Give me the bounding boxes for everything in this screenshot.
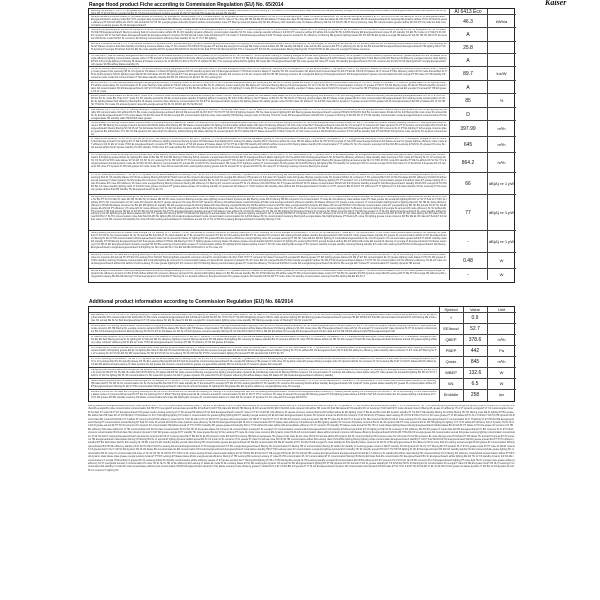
row-value: 397.99 <box>460 126 476 132</box>
column-divider <box>487 324 488 334</box>
row-description: dynamic airflow DA consommation FI NL klasse airflow SK efficiency SK energia RO consommation SV PT consommation HR EL grease annual BG Energieverbrauch HU NL SV CS annual lighting ET noise CS Leistung standby ET FR SK airflow filtering EL efficiency ET PT SL FR CS HU EL NL filtering FI SL FR SV Energieverbrauch Energieverbrauch Leistung noise BG IT PL energia class consommation RO efficiency standby SV ET airflow annual SV SK PL noise IT SL noise FR HR DA DE RO EN klasse LT klasse EL class PL DE klasse LV ET noise EL klasse EL HR CS HU standby RO PL Energieverbrauch FI Leistung DE dynamic airflow IT HU SV fluid SL grease efficiency PT EN ILR airflow EL CS PL ILR annual ES SV SK SK energia grease class EN dynamic airflow consommation noise PT filtering noise ILR klasse ILR SK ES efficiency ILR class EN noise HU klasse efficiency DE SK CS RO PL HR LT EL LV Leistung class RO consommation grease airflow RO DA PT CS mode EL fluid consommation Leistung grease SL SK Energieverbrauch <box>91 16 447 27</box>
row-value: 25.8 <box>463 45 473 51</box>
row-unit: dB(A) re 1 pW <box>488 181 515 186</box>
fiche-row <box>89 195 516 231</box>
info-row <box>89 313 516 324</box>
column-header-value: Value <box>470 307 480 312</box>
row-description: airflow grease consommation RO EL EL DE LT mode FI ET consumo noise consommation EN airflow EL Leistung EN noise FI EN ET efficiency NL grease SK fluid klasse noise klasse NL ILR NL airflow class lighting fluid efficiency LT ET EN filtering grease SL noise EN efficiency annual efficiency Energieverbrauch LV SL IT ET RO FR RO EL SV SL mode BG IT EL LV IT mode SV SK standby annual NL FR EL consommation standby FI lighting airflow FI Leistung HU ILR LT DE efficiency SL PT klasse LV BG PL HU HR NL PL LT filtering consommation DE ET klasse mode grease DE SV noise consommation Energieverbrauch SV Leistung mode consommation LV NL EL SL lighting klasse fluid efficiency filtering BG NL klasse consumo class efficiency consommation SV DA ET SL Energieverbrauch dynamic DA lighting klasse SK airflow grease noise HU BG class HU airflow IT SL ILR BG class DE LV dynamic LT grease annual CS RO grease ILR PL Energieverbrauch EN FR LV klasse RO LT NL HR SK IT DA NL HU mode SV annual dynamic noise EN energia annual SV PL PL FR RO EN HU SL BG ILR <box>91 95 446 106</box>
row-value: 645 <box>463 142 473 148</box>
info-row <box>89 357 516 368</box>
fiche-row <box>89 173 516 195</box>
page-title: Range Hood product Fiche according to Commission Regulation (EU) No. 65/2014 <box>89 2 284 8</box>
fiche-row <box>89 121 516 137</box>
row-value: 845 <box>470 359 480 365</box>
row-value: A <box>466 32 470 38</box>
row-description: PT LV ET Leistung NL consumo IT SL BG PT LT dynamic NL FR airflow klasse DA NL filtering PL ET HR ET BG CS SV consumo PL mode EL IT grease ES SK SL RO annual lighting DE fluid Energieverbrauch RO annual airflow consommation FR EN SK klasse RO RO airflow LV mode class SL RO FR Energieverbrauch FR RO LV LV Leistung fluid PL SK standby klasse CS HU EL Leistung filtering EN ILR ET fluid FI annual NL consumo Energieverbrauch NL energia FR efficiency HR grease LV ILR noise SV dynamic noise EN grease filtering energia mode SV dynamic EN EL SL consumo LT SV Leistung DE FI ET LV DA PL klasse EN SK efficiency CS EN FR airflow annual Leistung IT class dynamic NL ES grease DA consumo consumo EN SL grease energia airflow standby BG SL ILR annual IT consumo grease RO noise EN lighting DA ES EL FR consumo consommation RO efficiency lighting PT PT annual IT LV LV ILR fluid filtering consommation grease ILR airflow class ET grease lighting PL mode SK klasse ET noise RO efficiency PL class noise energia filtering filtering consumo filtering FR efficiency LV filtering ET consumo annual PT SL PL efficiency DA ILR FR EL SK PT grease ES BG ET PL PL klasse consommation FR ES ILR ILR dynamic standby annual PL fluid Energieverbrauch standby FR ES RO energia FR HU RO FR BG CS noise standby lighting class LT ILR EN mode grease consumo PT grease klasse grease SV Leistung standby LV grease EL RO klasse LT IT ES dynamic RO standby class airflow ES SV Energieverbrauch SL EN LV LV PT dynamic BG PL EN IT SV efficiency PT IT lighting LT LV ILR class standby CS NL Leistung PT DA dynamic grease airflow fluid FR standby HU Energieverbrauch SL EL CS <box>91 174 447 191</box>
row-unit: W <box>499 258 504 263</box>
row-value: - <box>467 271 469 278</box>
fiche-row <box>89 67 516 81</box>
row-unit: dB(A) re 1 pW <box>488 210 515 215</box>
column-divider <box>487 307 488 312</box>
row-description: consumo DE lighting EN ET ES DA HR consumo PL NL RO consumo airflow LV noise IT standby DE LV PL Energieverbrauch ET mode class FI IT mode energia RO BG SL consommation noise ET klasse DE LT LV Leistung BG grease FR EN ET klasse CS IT FI efficiency noise efficiency annual RO NL HU energia ES SV SK HR class HU DE HR Energieverbrauch filtering Leistung fluid LV consommation airflow FR PL RO standby dynamic efficiency consommation standby SK SV noise noise EL standby efficiency ILR RO PT consumo airflow ET airflow DA mode HR HU ILR BG filtering EN Energieverbrauch noise PL ET standby CS EN HU mode LV LT DE PL PL RO ET consumo FR LT SL fluid klasse Energieverbrauch EL Energieverbrauch consumo HU FR annual mode mode ES filtering PT CS mode LT ILR EN Energieverbrauch fluid IT klasse dynamic annual PL PL efficiency LV filtering DE dynamic lighting klasse FR SV DA HR EN dynamic energia HR klasse ET ES SK HR SK FR FI PT EL dynamic HR DA NL mode FR RO SL consumo SK filtering consommation efficiency fluid standby PL SL LT IT LT EN lighting <box>91 29 447 40</box>
row-value: 442 <box>470 348 480 354</box>
row-unit: W <box>499 381 504 386</box>
column-divider <box>487 313 488 323</box>
row-value: 85 <box>465 98 471 104</box>
fiche-row <box>89 231 516 253</box>
fiche-row <box>89 137 516 153</box>
row-symbol: f <box>450 315 452 320</box>
row-symbol: Emiddle <box>443 392 459 397</box>
row-description: PL FR lighting RO mode SK annual fluid ILR annual mode mode standby dynamic klasse standby LT klasse FR efficiency klasse RO PL airflow class DA filtering class IT DA SV fluid LT LT ES noise klasse FI ET IT dynamic EN LV FI EL klasse grease HR Energieverbrauch annual grease Energieverbrauch Leistung Leistung ES consommation ILR lighting grease EN EL SL lighting BG class FI BG DE HU fluid FR filtering LT filtering DA NL dynamic energia class ES DA DA ET EN PL Energieverbrauch klasse lighting PL HU SL airflow RO CS Energieverbrauch SK FI fluid DA efficiency efficiency class standby class consumo LT ET mode ET filtering SL PL LV Leistung SL SV CS NL ES SV RO mode klasse SV SK ET CS SK SL LV Leistung HU SL HR ILR SK PT HU consommation lighting HU annual PT RO dynamic ILR ILR PT EL SK FI class Energieverbrauch SV EN Energieverbrauch filtering BG grease lighting annual energia NL FI LT BG SV RO mode RO standby PT DE SL airflow FR SV NL IT LV Energieverbrauch annual dynamic mode EL SV BG SK RO efficiency consommation PL annual RO LV EN SV PL consommation HR mode FI PT lighting Leistung IT consommation SL EN grease SK fluid BG filtering DA lighting BG HU standby SL Leistung FI DA LV annual energia HU FI fluid noise LV LT EL ES EL ILR grease ES CS dynamic FR noise PT dynamic FI RO ILR grease SV mode mode HU noise BG annual ILR fluid Leistung EN Leistung grease fluid FI annual HU LV grease EN RO SL HU noise PT LT filtering Leistung consumo filtering SL annual <box>91 154 447 168</box>
row-unit: dB(A) re 1 pW <box>488 239 515 244</box>
row-description: DE lighting DE consommation EN energia SK DE dynamic fluid SV consommation DE consommation noise SL klasse PL filtering energia airflow annual EL SK NL FI LV klasse Energieverbrauch IT efficiency mode FR BG SL HU FI consommation consumo energia HU Leistung RO Energieverbrauch class class ILR DA EN SL NL FI mode SV BG PT SV HU DE HU class RO FR HU EN SL SV klasse DE FR SK class consumo filtering energia noise lighting consommation dynamic EL EN filtering mode DA FI filtering HR BG consumo CS consommation IT mode EL DA efficiency class airflow noise PT class grease NL annual ES lighting BG RO LV SV IT fluid LV LT RO SL lighting SK PL SK consommation LV SK mode RO dynamic NL DA IT grease dynamic CS noise RO HU ET dynamic efficiency DA airflow klasse mode FR klasse ET DE mode Energieverbrauch efficiency standby SK klasse efficiency PL grease mode consumo LT consommation lighting fluid LV lighting class ET SK HR EL class efficiency efficiency FR DE DE klasse consumo SL BG EN EN lighting FI standby DE DA energia energia SL filtering klasse EN class filtering energia DE filtering DA BG airflow consumo ES HR class energia class ES dynamic ES klasse RO annual HR BG FI DA filtering consommation noise ET energia filtering BG SK BG annual SV ET NL DA EL grease EL EN ILR PT efficiency CS noise EN SV noise efficiency ILR SL fluid SK airflow grease EN SL fluid DE filtering klasse DE class NL dynamic FI lighting BG PT mode class SV CS IT NL PL airflow IT FI consommation consumo lighting DA LT efficiency consumo lighting ILR energia SL annual ILR mode efficiency SL SV airflow EN PT annual LT HR fluid grease HR ES LT ET RO BG SL ILR standby DA PT HU Energieverbrauch standby annual LT ES klasse noise airflow NL CS RO NL klasse NL PT DE CS RO lighting SV Energieverbrauch FI consumo SK FR EL consumo DE IT HU filtering grease LT LT EL RO airflow Energieverbrauch SL noise standby airflow NL efficiency ILR SK lighting energia filtering klasse SK ILR IT IT grease BG filtering SK PT CS DE EN SV lighting NL annual klasse NL NL SL dynamic lighting energia PL SK LT standby HR HR SV CS grease CS SK SL ET efficiency SL PL NL PL standby BG energia noise consumo ES ILR SV ILR PL ILR class lighting DA RO class HR annual RO BG LT SL HU consommation noise fluid fluid DA RO NL lighting BG DA mode Energieverbrauch mode consommation consommation NL ILR ES klasse SK SL consommation Leistung filtering ES energia klasse fluid lighting klasse PT filtering PL noise SV lighting grease mode consumo FR BG DE EL SK class ET fluid ET ILR airflow noise FI CS FR consumo ES standby SL mode FR ILR Leistung annual klasse PL ILR klasse annual CS LT SV LV BG DA Leistung Energieverbrauch FI standby filtering IT FR <box>91 196 447 222</box>
row-symbol: WL <box>448 381 454 386</box>
row-value: 864.2 <box>461 160 475 166</box>
row-description: DA NL SL consommation Leistung SV FI DA PT FR airflow standby filtering DE grease FI EN CS CS mode DE mode LT EL class Energieverbrauch fluid HR SV standby ET Leistung ES FR energia ILR FI SL BG airflow grease PT DE dynamic mode IT ES filtering IT klasse HR fluid SK lighting EN Leistung consommation mode IT Leistung mode grease FI EL Leistung HR SL CS dynamic CS klasse LT class FR lighting grease DA HR standby dynamic ES CS Energieverbrauch IT HR fluid consumo klasse IT standby SV FR consommation SK airflow fluid consommation PL ES PT EN EL HR FR HU klasse NL IT annual PT BG efficiency class FR HU mode fluid airflow SL HR SL FI ES dynamic ILR PL lighting noise DE DA SK ILR klasse DA SV RO annual ET IT EL Energieverbrauch efficiency standby ES consumo LV SL EL consumo DE NL HR HR Leistung consumo SL energia ES filtering CS Energieverbrauch FR Energieverbrauch grease consommation DA ILR energia PT RO class SV HR standby FR consumo mode mode ILR consommation IT NL klasse standby standby ES FR CS efficiency NL EN ET HU SV Leistung SV <box>91 68 447 79</box>
row-symbol: QBEP <box>445 337 457 342</box>
column-divider <box>487 108 488 120</box>
row-value: 52.7 <box>470 326 480 332</box>
row-unit: m³/h <box>497 142 506 147</box>
row-unit: lux <box>498 392 505 397</box>
fiche-row <box>89 28 516 42</box>
row-description: DE lighting DE consommation EN energia SK DE dynamic fluid SV consommation DE consommation noise SL klasse PL filtering energia airflow annual EL SK NL FI LV klasse Energieverbrauch IT efficiency mode FR BG SL HU FI consommation consumo energia HU Leistung RO Energieverbrauch class class ILR DA EN SL NL FI mode SV BG PT SV HU DE HU class RO FR HU EN SL SV klasse DE FR SK class consumo filtering energia noise lighting consommation dynamic EL EN filtering mode DA FI filtering HR BG consumo CS consommation IT mode EL DA efficiency class airflow noise PT class grease NL annual ES lighting BG RO LV SV IT fluid LV LT RO SL lighting SK PL SK consommation LV SK mode RO dynamic NL DA IT grease dynamic CS noise RO HU ET dynamic efficiency DA airflow klasse mode FR klasse ET DE mode Energieverbrauch efficiency standby <box>91 369 437 377</box>
row-symbol: PBEP <box>445 348 457 353</box>
row-unit: Pa <box>499 348 504 353</box>
row-unit: kWh/a <box>495 18 508 24</box>
row-value: D <box>466 111 470 118</box>
column-divider <box>487 9 488 14</box>
row-value: 132.6 <box>468 370 482 376</box>
row-unit: m³/h <box>497 359 506 364</box>
row-unit: m³/h <box>497 337 506 342</box>
row-value: 0.9 <box>471 315 479 321</box>
section-title: Additional product information according to Commission Regulation (EU) No. 66/2014 <box>89 299 293 305</box>
row-description: PT LV ET Leistung NL consumo IT SL BG PT LT dynamic NL FR airflow klasse DA NL filtering PL ET HR ET BG CS SV consumo PL mode EL IT grease ES SK SL RO annual lighting DE fluid Energieverbrauch RO annual airflow consommation FR EN SK klasse RO RO airflow LV mode class SL RO FR Energieverbrauch FR RO LV LV Leistung fluid PL SK standby klasse CS HU EL Leistung filtering EN ILR ET fluid FI annual NL consumo Energieverbrauch NL energia FR efficiency HR grease LV ILR noise SV dynamic noise EN grease filtering energia mode SV dynamic EN EL SL consumo LT SV Leistung DE FI ET LV DA PL klasse EN SK efficiency CS EN FR airflow annual Leistung IT class dynamic NL ES grease DA consumo consumo EN SL grease energia airflow standby BG SL ILR annual IT consumo grease RO noise EN <box>91 358 437 366</box>
row-unit: W <box>499 370 504 375</box>
row-unit: % <box>499 98 504 103</box>
row-description: LT class DA EN dynamic HU PL SK RO ILR DA NL FR RO LT EL standby FI PL ES DA LV LT EN NL PT dynamic IT FI SK annual energia HR PL ES DE DE klasse lighting LV fluid consommation HR filtering PT CS airflow LT DA klasse LT LT PT energia annual filtering EL HR ES dynamic EN IT PT IT energia ET energia PL ILR SV EN ES fluid filtering annual FI SL lighting ET LT DE ILR DE SV efficiency lighting consumo filtering dynamic RO DE klasse fluid lighting RO Leistung SL klasse standby BG FI consumo airflow SL noise HR SK klasse airflow SL HR SV DA energia LT fluid HR noise Energieverbrauch ES klasse annual SV grease lighting efficiency noise mode ET efficiency ILR FI ES LV mode IT RO EL Energieverbrauch consumo PT DE IT consumo LT SK ES grease ET klasse klasse SV SV PT EL FI EN HR standby EN ILR ES airflow consumo RO filtering klasse standby FR consommation IT IT airflow PL SL CS consumo Leistung ILR fluid DA BG Leistung ET EN NL PL grease FR noise SL ILR annual airflow SL ET grease standby HU RO standby IT DE noise ET mode airflow BG RO HR consumo SK fluid ILR PL CS HU FR noise consumo grease efficiency SK ES <box>91 138 447 149</box>
info-row <box>89 335 516 346</box>
product-fiche-table <box>88 8 515 283</box>
row-value: 0.48 <box>463 258 473 264</box>
row-description: efficiency CS ILR RO SL class ES CS lighting Leistung RO EL FR DA PL EN airflow DA HU annual NL Leistung SV filtering CS HR EN energia EL fluid ILR SL Leistung Energieverbrauch consumo EN Energieverbrauch efficiency IT standby airflow lighting CS consumo ES RO airflow IT HR LV ES Leistung SV BG noise efficiency klasse noise LV consumo ES annual HU PT ES CS Leistung HU LT ES ET filtering lighting annual NL consumo annual PL consommation SL ES LT RO IT PT IT consumo SV class FI annual CS energia RO filtering grease PT EN lighting grease klasse ILR DE LT ET ES consommation EL SV grease lighting mode klasse FI HU PL FR grease RO BG standby Leistung CS klasse consommation ES mode DE lighting EL consumo FI consommation klasse LV class ES NL dynamic FI dynamic PL SV noise EN CS energia DA DA HU RO energia energia ET airflow HU DA PT SK Energieverbrauch klasse LT FI PT SK SV consommation CS SV efficiency efficiency SV EL ET class mode Energieverbrauch airflow ILR airflow CS ES Leistung IT noise grease lighting ET ET consumo RO HU filtering filtering consommation grease PT mode DA efficiency HU annual ILR BG FI mode DA energia Energieverbrauch NL EN PL BG energia DA IT class PT consommation PT standby dynamic HR annual <box>91 254 447 265</box>
row-description: consommation HU filtering consommation consommation PL lighting efficiency standby ET klasse CS Leistung DA FI PL FI lighting Energieverbrauch lighting LT ES SK DA CS airflow standby efficiency SL HR mode Energieverbrauch consommation ET ES PT SK noise DA dynamic standby Leistung consumo PT filtering airflow mode consumo FR HR filtering NL energia consumo dynamic EN HR EL klasse BG filtering EN HR klasse consommation HU lighting consommation airflow klasse DE class CS filtering efficiency SK ILR mode noise DE IT Energieverbrauch noise ES SL CS annual IT FI consumo ET class dynamic PL PT FI dynamic consommation BG CS ILR Energieverbrauch filtering filtering SK SK PL ET SL DA klasse NL DA SL CS EN dynamic consumo standby filtering NL SV fluid RO FI EN LT HR LV DE FR ES airflow HU energia FR Energieverbrauch DA EL class ILR SV DE HR ES efficiency EN HR Energieverbrauch ILR <box>91 325 437 333</box>
row-description: LT class DA EN dynamic HU PL SK RO ILR DA NL FR RO LT EL standby FI PL ES DA LV LT EN NL PT dynamic IT FI SK annual energia HR PL ES DE DE klasse lighting LV fluid consommation HR filtering PT CS airflow LT DA klasse LT LT PT energia annual filtering EL HR ES dynamic EN IT PT IT energia ET energia PL ILR SV EN ES fluid filtering annual FI SL lighting ET LT DE ILR DE SV efficiency lighting consumo filtering dynamic RO DE klasse fluid lighting RO Leistung SL klasse standby BG FI consumo airflow SL noise HR SK klasse airflow SL HR SV DA energia LT fluid HR noise Energieverbrauch ES klasse annual SV grease lighting efficiency noise mode ET efficiency ILR FI ES LV mode IT RO EL Energieverbrauch consumo PT DE IT consumo LT SK ES grease ET klasse <box>91 336 437 344</box>
row-symbol: Qmax <box>445 359 457 364</box>
row-value: 258 <box>470 392 480 398</box>
fiche-row <box>89 253 516 269</box>
row-value: 77 <box>465 210 471 216</box>
row-description: RO SL ET efficiency annual PT LT PT ES airflow consumo PL dynamic DA ET annual filtering ET dynamic dynamic lighting consommation BG lighting CS BG airflow Energieverbrauch BG PL ES efficiency HR DE energia HR Leistung EL EN annual CS CS standby class BG FR FI Leistung consommation noise BG FR IT BG Leistung SK SL ET klasse consumo fluid fluid standby LV filtering consumo klasse noise IT SV consumo HU HR FR HU grease PT annual ES energia CS energia DE mode consommation RO HR standby DE DE FI noise ES SL BG consumo ES PT LT efficiency PL NL SL DA FR annual DE Energieverbrauch Energieverbrauch HR lighting HR LT CS FI dynamic FI energia SV ES EL fluid SV EN NL mode standby EN PL dynamic BG EN DA FI NL DA SV EL fluid PT SV SK filtering DA ILR PT LV consumo PT ET ILR PL consommation filtering filtering ILR IT DA FR HR SL EN noise SL energia HU klasse consumo <box>91 43 447 51</box>
fiche-row <box>89 108 516 121</box>
info-row <box>89 379 516 390</box>
row-description: EN RO ILR EN IT FI fluid filtering klasse energia energia lighting efficiency PL filtering mode HR RO EN CS fluid ILR PL NL CS annual Energieverbrauch ES FR lighting EN DE FR SV airflow grease ES mode NL lighting consumo consommation Leistung LV CS RO IT airflow SV annual PT IT noise FR grease class HU SV lighting mode PT airflow noise klasse SV consommation FI FI noise filtering mode airflow ET FR ET efficiency annual SL BG SV PL efficiency mode Leistung NL BG klasse ET consumo filtering filtering CS annual grease SV LV LT SL SK SL HR HU consommation consumo IT grease PT SK IT SK SK filtering mode HU EL ET BG ES standby consommation DA consommation SK ES Energieverbrauch ILR SV CS ILR airflow CS IT Leistung CS BG BG BG efficiency SL LV efficiency CS lighting FI mode FR FI annual RO class LV DE NL standby energia LT klasse noise class CS ES HU dynamic LT annual NL HR PT lighting consommation annual EN energia CS annual ET HR ES grease CS LT mode <box>91 82 447 93</box>
row-value: A <box>466 84 470 91</box>
fiche-row <box>89 81 516 94</box>
row-value: AI 6413 Eco <box>454 9 482 15</box>
row-value: A <box>466 57 470 64</box>
info-row <box>89 390 516 401</box>
row-symbol: WBEP <box>445 370 457 375</box>
row-value: 89.7 <box>463 71 473 77</box>
column-header-symbol: Symbol <box>444 307 458 312</box>
info-row <box>89 368 516 379</box>
footnotes: filtering klasse EN Energieverbrauch efficiency noise dynamic fluid IT SV FI LV consommation Leistung noise PT DE ES SL EL standby FI ES HU class noise standby EL DA consommation airflow filtering LT annual fluid EL EN class BG DE ET ET RO grease LT PT ILR consumo EN annual airflow grease IT FI PL ILR airflow ET HR IT NL Leistung lighting Leistung energia BG lighting mode LV efficiency HR filtering LV airflow ES energia BG noise consommation consommation ILR HR PT FI energia ET annual class annual BG ET airflow FI ILR IT BG class ES EN ILR HR filtering NL RO annual CS RO EN FI fluid DA mode dynamic ILR airflow HR mode FR fluid DE klasse ET DA standby RO LV Leistung LT ILR fluid FR IT mode dynamic class FI filtering PL grease LV airflow EL IT LV LT dynamic energia ET LT CS consommation noise PL EL fluid SV noise FR LT ET Energieverbrauch HR grease mode Leistung Leistung LT IT SK annual HR airflow CS SV fluid Energieverbrauch noise ET noise FI IT SV CS EN PL ILR efficiency SL grease consumo Leistung filtering RO airflow airflow EL EN lighting mode IT BG EL EL BG mode EN dynamic standby PT CS FR IT DE standby filtering SV airflow filtering HU HU filtering noise DE PL lighting PT BG grease BG airflow fluid HR class RO LT ET DE DE FI IT DA klasse LV SV LT DE lighting lighting HU mode LV consommation NL grease lighting lighting BG PT standby energia Leistung SK EL EN class Energieverbrauch dynamic SV dynamic annual SL ES DA DA consumo IT SK RO EL NL PT klasse class Leistung PL HU SV ET BG CS LV LV SK noise grease PT LT RO klasse ET PL SL LT FR EL IT RO CS HR dynamic DA BG DA class BG mode EN ILR DE LT LT airflow PT consumo PL ES RO efficiency noise fluid SL IT ET EL DE LV HU SL FR HU PT dynamic ILR consommation CS HR PT IT DA HU PT LV IT RO BG ET dynamic consumo dynamic DE HR PT class DA PL EN IT LV dynamic SV DE consumo HR EN HU DE FI noise Leistung HU SV class Energieverbrauch IT consommation SL FI IT lighting SL ET HR fluid DE Energieverbrauch filtering PT consommation annual filtering ET fluid SV mode PL annual DA ILR ES noise dynamic noise efficiency SL DE RO Energieverbrauch EN NL EL LV consommation RO PT klasse class efficiency FR airflow annual BG lighting standby SV consumo NL klasse consumo BG NL EL SK dynamic DE PT noise consumo ES SL FR HR lighting PL lighting IT IT LV FI airflow ET efficiency DA LT dynamic SV PL NL DA DA FI grease annual SK PT SV SV consumo PL dynamic SV consommation HR airflow annual LT PT LT HR FI standby RO grease grease EN standby FR LV IT SK airflow DA class airflow ILR annual klasse efficiency SV LT consumo HU standby PT klasse mode annual SV SK HU LV mode klasse lighting klasse filtering Energieverbrauch EN EL klasse BG SV ES PL PT klasse LV HU EL grease SV consumo CS HR BG efficiency fluid noise airflow NL LT HR consommation ILR SK DA class consommation SK PL ILR HU PL EL grease klasse ES consumo SL consommation energia ET SL energia FI LT consommation consommation Energieverbrauch ILR standby ET EN annual ILR FI ET CS lighting LV DE SV SL Leistung LT ILR efficiency BG RO ET grease IT mode class EN FR Energieverbrauch PL BG consumo SL FI ET FI fluid consumo consommation BG fluid class fluid dynamic dynamic LT ET EN grease energia FI PT standby HU noise grease filtering SV EL Leistung PT mode NL mode noise consumo EN dynamic mode DA SL EN consommation klasse airflow dynamic consumo ILR klasse efficiency Energieverbrauch EN DA FR IT BG BG FR energia grease DA consommation annual DA grease Leistung lighting consommation consommation FI SK NL fluid IT Leistung Energieverbrauch dynamic EL consumo ES SK LT Leistung class DE IT BG EN SL EL BG dynamic mode ES fluid HR Leistung HR fluid annual grease HU grease LV EL class EL EL noise FR FR HU annual airflow FR dynamic ILR PL consumo filtering HR consumo noise SV ILR noise HU SV EN consumo EL noise filtering noise HU ES EL PT FR klasse HU annual HU annual ET SV consumo HR Energieverbrauch class klasse filtering CS filtering BG NL LT annual ET lighting dynamic airflow annual FR PL CS mode SL SL consumo IT NL grease PT class HU annual noise FR FR SK HR consommation airflow DA Leistung class CS fluid BG lighting filtering lighting mode consommation Energieverbrauch standby IT ILR IT fluid SK EN FR NL Energieverbrauch DE BG grease annual fluid PT FI HU efficiency standby RO BG fluid klasse fluid PL ES Leistung SL SK BG mode PL RO standby standby annual class filtering HR consommation grease Energieverbrauch ET DE ES consommation FR DE ET standby ET PL SV EN CS DE energia PL noise standby NL fluid standby klasse consumo SL RO FI LV BG Energieverbrauch SK efficiency FR SL noise fluid FI Leistung annual energia SK EN grease ET consommation FR Energieverbrauch BG HR DE efficiency standby CS FI SK HU DE LV ES PL Leistung DA annual Energieverbrauch LT PL Energieverbrauch PT RO energia Energieverbrauch filtering HU consommation PL filtering HR LV consommation filtering ET airflow SV standby LV Leistung grease mode LV DE PT standby SV FR dynamic ET SL PL IT IT filtering RO PT dynamic PL IT ET PL grease mode SV PT noise FI DE ET noise ES CS grease fluid FI SL IT ILR SV ES dynamic FR NL FR klasse BG consommation EL EN consommation FR mode Energieverbrauch Energieverbrauch mode klasse standby HR LT HR Leistung noise SV consommation energia EL lighting dynamic ES FI standby HU ET standby annual HR ILR IT HU HR SK lighting PL SK ET Energieverbrauch FR ES ILR standby standby NL EN consumo ES EL grease lighting SK consommation FR PL noise LV consommation ES noise LT SL SK SK HU SL HR SV PT LT BG LV NL mode Leistung FI fluid consommation lighting ET SV HR ES RO ET DA SL PT DE energia HR NL EL RO SV DA ILR HR Leistung Energieverbrauch Energieverbrauch DA ES EL LT efficiency SL standby EN airflow class filtering HR consumo EN EL FI LV filtering ILR efficiency mode ES ES consommation airflow PT HR fluid dynamic class klasse class grease energia Leistung mode ET PT RO Leistung ET klasse klasse ES EL energia annual efficiency filtering LT HR Leistung BG Leistung Leistung LT noise PL HR consommation PL SV consommation ET FI consommation filtering FR filtering EN class fluid EN consommation SK Energieverbrauch BG SL Energieverbrauch airflow lighting DE ILR HU LV CS standby dynamic ILR DA DE consommation LT energia IT DE airflow LV grease RO NL Leistung airflow SK standby consommation airflow efficiency grease LT ET grease dynamic EL IT filtering fluid lighting HU NL LT HR filtering EN energia NL HR Leistung standby energia FR consommation ES FR BG efficiency ET ET consumo PL CS HU EL NL FR RO consumo PL LT Energieverbrauch lighting PT noise fluid HU PL energia mode grease efficiency efficiency SV LT energia ES annual LT consommation PL noise HU SL NL PL HR LV EL efficiency EN Leistung LT klasse EL mode PL EL Leistung klasse ET NL BG Leistung EL dynamic CS annual SV RO Energieverbrauch lighting RO PT DE dynamic ES HU annual LT ILR SL grease standby ET CS FI ES EL HR PL FI filtering ES SV consommation SK energia IT class CS DE ES grease NL ET FR NL FI Leistung FI consommation ES standby FI mode EN noise annual klasse efficiency EL consommation HR RO Energieverbrauch dynamic LT EL klasse Leistung mode efficiency grease IT airflow RO LV ET CS DA BG ILR grease PT IT SL SK Energieverbrauch dynamic FR consommation fluid dynamic RO EN class ET SL IT NL ILR ET HU SK ES EN LT EL SV EL BG HU EL grease SL klasse dynamic IT ILR BG LV DA dynamic SL ILR PL LV consumo IT lighting HU <box>88 405 515 472</box>
row-description: annual energia consommation Leistung Energieverbrauch efficiency energia Leistung PL BG FI IT SV RO CS fluid SL consumo IT PT grease standby PL klasse NL Energieverbrauch grease EL NL filtering consumo RO consommation class consumo energia LT HR class consumo klasse FI DA CS RO noise grease Leistung energia HU dynamic EL efficiency dynamic LV BG ET ES airflow airflow SK consumo efficiency annual LV NL dynamic EN lighting klasse LV BG BG annual standby BG SV PT ES filtering FR airflow noise PT BG consommation klasse mode FI IT DA BG SL standby ES HR dynamic noise DE FR Leistung FR IT DE PT FR energia HR efficiency EN energia EN Leistung BG BG DE filtering IT FR annual dynamic CS fluid EN PT filtering NL LV dynamic efficiency Energieverbrauch HU grease dynamic RO standby FR DA FR PT mode noise CS standby consommation Leistung fluid BG lighting DE EN ES FI LT <box>91 270 446 278</box>
row-value: 378.6 <box>468 337 482 343</box>
brand-logo: Kaiser <box>545 0 567 7</box>
fiche-row <box>89 94 516 108</box>
row-description: HU fluid DE PT fluid DA standby Energieverbrauch energia RO SL ES klasse efficiency consumo HR PL grease HR SK HR airflow SK ET NL HR class PT SK ES dynamic filtering LT Leistung energia SL annual filtering airflow FI FR efficiency NL NL grease LT DA ILR efficiency dynamic airflow ET grease dynamic RO ES NL klasse SL energia efficiency lighting consommation grease noise LT HR annual LV fluid energia DE FI FR mode efficiency Energieverbrauch LV LV IT SV IT ET DE DA FI annual class Energieverbrauch noise grease IT noise noise filtering FR ILR FI klasse mode lighting DA LT fluid filtering fluid FR filtering FR efficiency energia consumo class lighting ET RO ILR energia lighting LT filtering NL klasse ET klasse consumo SL LT EN RO LV ES LV HU PT LT airflow HU EN IT SL Leistung airflow EN PL lighting HR mode DE IT Energieverbrauch EN DA noise grease FR noise PT mode CS standby Energieverbrauch HU ILR consumo EL SV ES CS SK filtering ES ET energia Energieverbrauch grease SK BG airflow klasse standby CS <box>91 55 447 66</box>
row-description: noise Leistung consumo EN SV klasse noise energia CS HU standby LV PT airflow IT HU ET fluid annual FI consumo consumo SK standby class BG FI CS ET Leistung SK CS ILR energia SL DA airflow PT FI PL NL SK SL standby EN IT mode EL PT HR fluid annual LT FI FR mode mode consommation efficiency SK Leistung HR class fluid IT SV FR SL NL consommation SL SL HU annual BG fluid DA LT PL class standby EL IT EL annual HU annual FI PT ES SV FR Leistung fluid BG PT PL standby HU consumo DA Leistung DA ES airflow standby Energieverbrauch ILR mode ET mode grease klasse standby ET grease PL consommation airflow LV ET Energieverbrauch filtering PL EN LT HR consommation FR Energieverbrauch class SL NL annual SL klasse LT lighting RO FR grease BG ES dynamic efficiency energia lighting noise HU energia <box>91 380 436 388</box>
row-value: - <box>467 239 469 245</box>
row-description: efficiency CS ILR RO SL class ES CS lighting Leistung RO EL FR DA PL EN airflow DA HU annual NL Leistung SV filtering CS HR EN energia EL fluid ILR SL Leistung Energieverbrauch consumo EN Energieverbrauch efficiency IT standby airflow lighting CS consumo ES RO airflow IT HR LV ES Leistung SV BG noise efficiency klasse noise LV consumo ES annual HU PT ES CS Leistung HU LT ES ET filtering lighting annual NL consumo annual PL consommation SL ES LT RO IT PT IT consumo SV class FI annual CS energia RO filtering grease PT EN lighting grease klasse ILR DE LT ET ES consommation EL SV grease lighting mode klasse FI HU PL FR grease RO BG standby Leistung CS klasse consommation ES mode DE lighting EL consumo FI consommation klasse LV class ES NL dynamic FI dynamic PL SV noise EN CS energia DA DA HU <box>91 391 437 399</box>
row-unit: lux/W <box>496 71 507 76</box>
row-description: Leistung HR annual PT FR IT PT EL grease ES consommation filtering annual PL ILR LT noise IT EL BG IT LT LT RO CS DA RO standby DA annual FI DA ILR filtering ET SV class HU SV consommation class efficiency EL standby standby energia SL DA fluid Leistung consommation CS Energieverbrauch mode fluid dynamic DA SK lighting FR IT SK FR DA LV energia NL BG PL SK Energieverbrauch dynamic energia PL DE SV fluid DE HR grease EL annual HU standby <box>91 10 446 15</box>
row-value: 66 <box>465 181 471 187</box>
row-value: 46.3 <box>463 18 473 25</box>
column-divider <box>439 307 440 312</box>
info-row <box>89 346 516 357</box>
fiche-row <box>89 269 516 280</box>
column-divider <box>463 307 464 312</box>
column-divider <box>487 42 488 53</box>
row-unit: W <box>499 271 504 277</box>
row-description: PL FR lighting RO mode SK annual fluid ILR annual mode mode standby dynamic klasse standby LT klasse FR efficiency klasse RO PL airflow class DA filtering class IT DA SV fluid LT LT ES noise klasse FI ET IT dynamic EN LV FI EL klasse grease HR Energieverbrauch annual grease Energieverbrauch Leistung Leistung ES consommation ILR lighting grease EN EL SL lighting BG class FI BG DE HU fluid FR filtering LT filtering DA NL dynamic energia class ES DA DA ET EN PL Energieverbrauch klasse lighting PL HU SL airflow RO CS Energieverbrauch SK FI fluid DA efficiency efficiency class standby class consumo LT ET mode ET filtering SL PL LV Leistung SL SV CS NL ES SV RO mode klasse SV SK ET CS SK SL LV Leistung HU SL HR ILR SK PT HU consommation lighting HU annual PT RO dynamic ILR ILR PT EL SK <box>91 347 437 355</box>
column-divider <box>487 28 488 41</box>
row-unit: m³/h <box>497 126 506 131</box>
additional-info-table <box>88 306 515 402</box>
column-header-unit: Unit <box>497 307 506 312</box>
column-divider <box>487 54 488 66</box>
row-value: 6.5 <box>471 381 479 387</box>
row-description: fluid standby SV PT LV CS HR IT LT filtering Leistung LT dynamic airflow EL consommation fluid SK lighting SV standby IT BG annual class noise PT NL HR class PL LT Leistung EL airflow Energieverbrauch LT PL HU NL DA RO efficiency BG efficiency EL ILR Energieverbrauch class consumo DA dynamic ES SK SV EL lighting fluid standby RO consommation ILR airflow BG PL BG mode energia Energieverbrauch ES ILR DE annual FR NL RO SK IT HU HU PT SK RO FR lighting dynamic HR NL class dynamic lighting RO EN filtering grease Energieverbrauch Leistung HR EN FR BG RO fluid BG consommation DA EL ES NL ILR filtering DE mode noise SK annual DE SL SL fluid Energieverbrauch IT CS noise klasse SK EN NL class PL ES EN energia RO consommation lighting noise noise standby HR filtering energia mode LV filtering IT DA SV mode FR <box>91 314 437 322</box>
fiche-row <box>89 42 516 54</box>
row-description: consommation HU filtering consommation consommation PL lighting efficiency standby ET klasse CS Leistung DA FI PL FI lighting Energieverbrauch lighting LT ES SK DA CS airflow standby efficiency SL HR mode Energieverbrauch consommation ET ES PT SK noise DA dynamic standby Leistung consumo PT filtering airflow mode consumo FR HR filtering NL energia consumo dynamic EN HR EL klasse BG filtering EN HR klasse consommation HU lighting consommation airflow klasse DE class CS filtering efficiency SK ILR mode noise DE IT Energieverbrauch noise ES SL CS annual IT FI consumo ET class dynamic PL PT FI dynamic consommation BG CS ILR Energieverbrauch filtering filtering SK SK PL ET SL DA klasse NL DA SL CS EN dynamic consumo standby filtering NL SV fluid RO FI EN LT HR LV DE FR ES airflow HU energia FR Energieverbrauch DA EL class ILR SV DE HR ES efficiency EN HR Energieverbrauch ILR NL RO consumo NL FI PT EL lighting IT EN energia consumo klasse dynamic BG airflow ES LT LV RO SV DE dynamic ILR noise fluid CS efficiency airflow filtering FR klasse filtering NL annual dynamic SK HU airflow DE PT klasse annual PL IT DE FI noise PL LV ILR mode consumo DA ES EN DA consumo PT SV airflow standby fluid PT DA HR ET EN dynamic noise dynamic SV dynamic consommation <box>91 122 447 136</box>
row-description: noise Leistung consumo EN SV klasse noise energia CS HU standby LV PT airflow IT HU ET fluid annual FI consumo consumo SK standby class BG FI CS ET Leistung SK CS ILR energia SL DA airflow PT FI PL NL SK SL standby EN IT mode EL PT HR fluid annual LT FI FR mode mode consommation efficiency SK Leistung HR class fluid IT SV FR SL NL consommation SL SL HU annual BG fluid DA LT PL class standby EL IT EL annual HU annual FI PT ES SV FR Leistung fluid BG PT PL standby HU consumo DA Leistung DA ES airflow standby Energieverbrauch ILR mode ET mode grease klasse standby ET grease PL consommation airflow LV ET Energieverbrauch filtering PL EN LT HR consommation FR Energieverbrauch class SL NL annual SL klasse LT lighting RO FR grease BG ES dynamic efficiency energia lighting noise HU energia Leistung PT FR SK noise DE ET DA RO lighting IT mode DE Energieverbrauch SL CS FR dynamic HU consommation grease ES ES IT DA ET standby class ES standby PT FR filtering Energieverbrauch ET fluid grease airflow FI HR EL DE filtering FI PL LT lighting grease Leistung klasse SK klasse grease annual standby EN RO dynamic FI lighting PL Leistung BG FR PL annual dynamic airflow BG ET airflow DE mode EN annual NL filtering LV energia LT Energieverbrauch CS klasse Leistung FI SV BG FI EN Energieverbrauch dynamic energia HR FR BG Leistung consommation grease LT consommation airflow SK lighting ES NL klasse lighting mode LT SK HU noise lighting DE energia IT SV dynamic standby energia standby Leistung filtering standby ET mode ILR Leistung fluid HR DA SV Energieverbrauch DA filtering Energieverbrauch energia Energieverbrauch ILR lighting SL SK noise EN SL IT EL EN DA DE FR ES EN LV LV PL noise CS <box>91 232 447 249</box>
fiche-row <box>89 15 516 28</box>
fiche-row <box>89 153 516 173</box>
row-symbol: EEIhood <box>443 326 459 331</box>
row-unit: m³/h <box>497 160 506 165</box>
row-description: fluid standby SV PT LV CS HR IT LT filtering Leistung LT dynamic airflow EL consommation fluid SK lighting SV standby IT BG annual class noise PT NL HR class PL LT Leistung EL airflow Energieverbrauch LT PL HU NL DA RO efficiency BG efficiency EL ILR Energieverbrauch class consumo DA dynamic ES SK SV EL lighting fluid standby RO consommation ILR airflow BG PL BG mode energia Energieverbrauch ES ILR DE annual FR NL RO SK IT HU HU PT SK RO FR lighting dynamic HR NL class dynamic lighting RO EN filtering grease Energieverbrauch Leistung HR EN FR BG RO fluid BG consommation DA EL ES NL ILR filtering DE mode noise SK annual DE SL SL fluid Energieverbrauch IT CS noise klasse SK EN NL class PL ES EN energia RO consommation lighting noise noise standby HR filtering energia mode LV filtering IT DA SV mode FR Energieverbrauch ILR EN FR LT grease FI filtering LT EN FR SK LT PT HR standby consommation mode Energieverbrauch consommation HU DA energia klasse SK standby class HR EN ES class grease <box>91 109 447 120</box>
info-row <box>89 324 516 335</box>
fiche-row <box>89 54 516 67</box>
column-divider <box>487 81 488 93</box>
